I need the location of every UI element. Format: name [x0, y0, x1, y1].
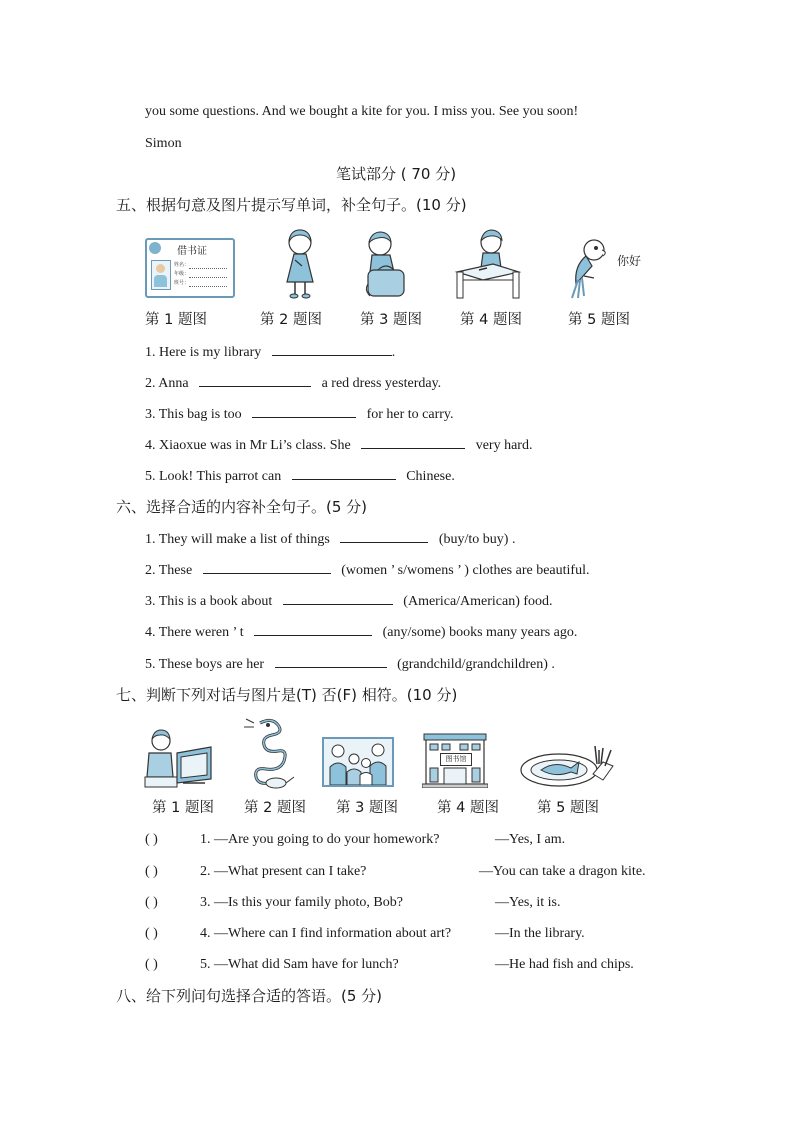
- answer-blank[interactable]: [199, 374, 311, 387]
- s7-answer-3: —Yes, it is.: [495, 895, 561, 910]
- answer-blank[interactable]: [275, 655, 387, 668]
- section6-title: 六、选择合适的内容补全句子。(5 分): [116, 498, 368, 516]
- card-title: 借书证: [177, 246, 207, 257]
- answer-blank[interactable]: [252, 405, 356, 418]
- boy-watching-tv-image: [143, 727, 213, 791]
- s5-caption-1: 第 1 题图: [145, 312, 207, 328]
- badge-icon: [149, 242, 161, 254]
- s7-caption-2: 第 2 题图: [244, 800, 306, 816]
- fish-and-chips-image: [519, 744, 617, 790]
- section5-title: 五、根据句意及图片提示写单词，补全句子。(10 分): [116, 196, 467, 214]
- answer-blank[interactable]: [340, 530, 428, 543]
- s5-caption-2: 第 2 题图: [260, 312, 322, 328]
- girl-heavy-bag-image: [360, 230, 412, 300]
- library-card-image: [145, 238, 235, 298]
- s7-question-5: 5. —What did Sam have for lunch?: [200, 957, 399, 972]
- letter-line: you some questions. And we bought a kite for you. I miss you. See you soon!: [145, 104, 579, 119]
- s7-answer-2: —You can take a dragon kite.: [479, 864, 646, 879]
- library-sign: 图书馆: [440, 753, 472, 766]
- girl-dress-image: [280, 228, 320, 300]
- s5-item-2: 2. Anna a red dress yesterday.: [145, 376, 442, 391]
- s7-question-2: 2. —What present can I take?: [200, 864, 367, 879]
- answer-blank[interactable]: [272, 343, 392, 356]
- s5-item-1: 1. Here is my library .: [145, 345, 396, 360]
- s7-paren-4[interactable]: ( ): [145, 926, 158, 941]
- written-part-heading: 笔试部分 ( 70 分): [336, 165, 457, 183]
- s5-item-4: 4. Xiaoxue was in Mr Li’s class. She very hard.: [145, 438, 533, 453]
- s6-item-5: 5. These boys are her (grandchild/grandchildren) .: [145, 657, 555, 672]
- section8-title: 八、给下列问句选择合适的答语。(5 分): [116, 987, 383, 1005]
- s5-caption-3: 第 3 题图: [360, 312, 422, 328]
- answer-blank[interactable]: [254, 623, 372, 636]
- card-field-class: 班号：: [174, 280, 190, 286]
- family-photo-image: [322, 737, 394, 787]
- s7-paren-3[interactable]: ( ): [145, 895, 158, 910]
- letter-signature: Simon: [145, 136, 182, 151]
- answer-blank[interactable]: [292, 467, 396, 480]
- s7-paren-5[interactable]: ( ): [145, 957, 158, 972]
- s7-paren-2[interactable]: ( ): [145, 864, 158, 879]
- s6-item-3: 3. This is a book about (America/American) food.: [145, 594, 553, 609]
- girl-studying-image: [453, 228, 523, 300]
- s7-answer-5: —He had fish and chips.: [495, 957, 634, 972]
- s6-item-1: 1. They will make a list of things (buy/to buy) .: [145, 532, 516, 547]
- answer-blank[interactable]: [283, 592, 393, 605]
- s7-paren-1[interactable]: ( ): [145, 832, 158, 847]
- s7-question-1: 1. —Are you going to do your homework?: [200, 832, 440, 847]
- s7-question-3: 3. —Is this your family photo, Bob?: [200, 895, 403, 910]
- s7-caption-5: 第 5 题图: [537, 800, 599, 816]
- parrot-image: [566, 236, 610, 300]
- s7-caption-4: 第 4 题图: [437, 800, 499, 816]
- parrot-speech: 你好: [617, 254, 642, 268]
- s7-answer-4: —In the library.: [495, 926, 585, 941]
- s7-caption-1: 第 1 题图: [152, 800, 214, 816]
- s6-item-2: 2. These (women ’ s/womens ’ ) clothes are beautiful.: [145, 563, 590, 578]
- card-field-grade: 年级：: [174, 271, 190, 277]
- dragon-kite-image: [240, 717, 294, 791]
- s5-caption-5: 第 5 题图: [568, 312, 630, 328]
- s5-item-3: 3. This bag is too for her to carry.: [145, 407, 454, 422]
- s5-caption-4: 第 4 题图: [460, 312, 522, 328]
- library-building-image: [422, 732, 488, 788]
- answer-blank[interactable]: [203, 561, 331, 574]
- card-field-name: 姓名：: [174, 262, 190, 268]
- s6-item-4: 4. There weren ’ t (any/some) books many years ago.: [145, 625, 578, 640]
- s7-question-4: 4. —Where can I find information about art?: [200, 926, 452, 941]
- s5-item-5: 5. Look! This parrot can Chinese.: [145, 469, 455, 484]
- s7-answer-1: —Yes, I am.: [495, 832, 566, 847]
- s7-caption-3: 第 3 题图: [336, 800, 398, 816]
- section7-title: 七、判断下列对话与图片是(T) 否(F) 相符。(10 分): [116, 686, 458, 704]
- answer-blank[interactable]: [361, 436, 465, 449]
- photo-icon: [151, 260, 171, 290]
